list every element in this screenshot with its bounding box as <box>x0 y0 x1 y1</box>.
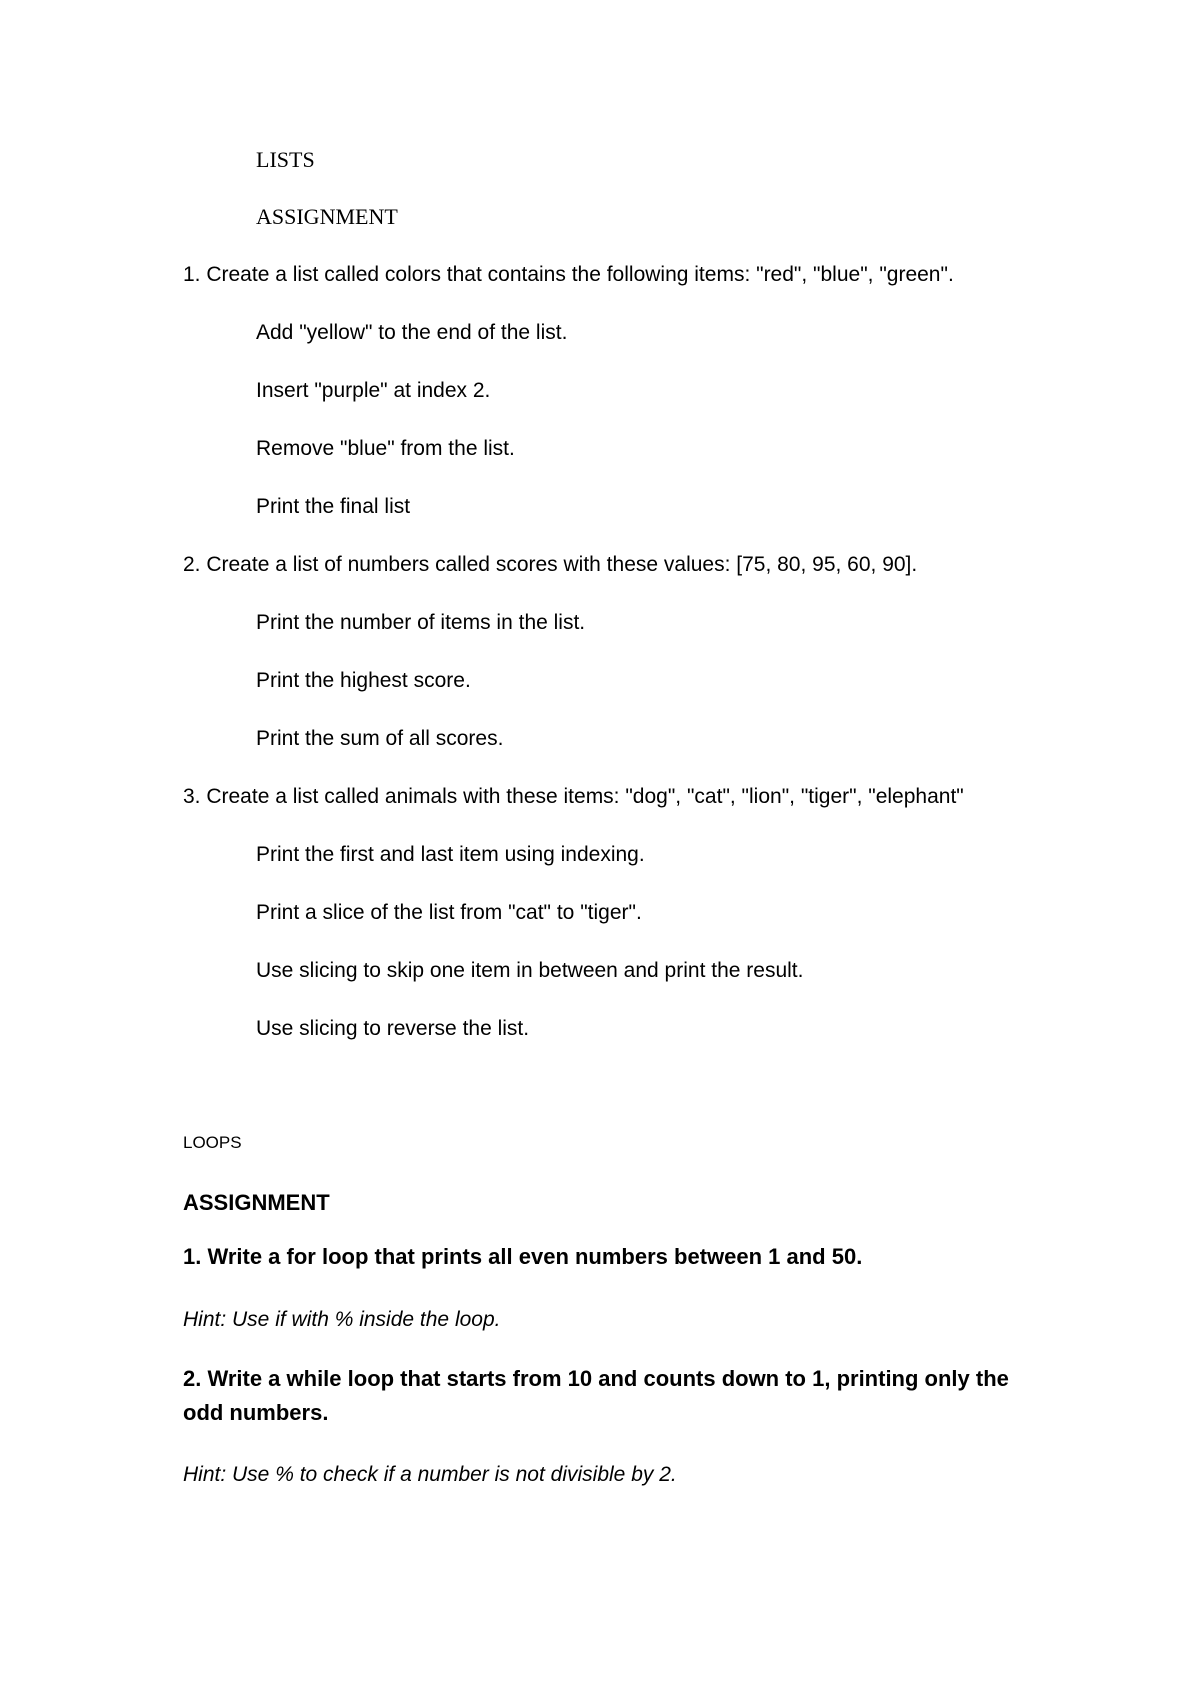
lists-q3-step: Print a slice of the list from "cat" to "tiger". <box>256 901 642 924</box>
lists-q1-step: Remove "blue" from the list. <box>256 437 515 460</box>
loops-hint-2: Hint: Use % to check if a number is not divisible by 2. <box>183 1463 677 1486</box>
loops-question-1: 1. Write a for loop that prints all even numbers between 1 and 50. <box>183 1244 863 1269</box>
lists-q1-step: Add "yellow" to the end of the list. <box>256 321 568 344</box>
loops-question-2: 2. Write a while loop that starts from 10 and counts down to 1, printing only the odd numbers. <box>183 1366 1009 1425</box>
lists-q3-step: Use slicing to skip one item in between and print the result. <box>256 959 804 982</box>
lists-q2-step: Print the number of items in the list. <box>256 611 586 634</box>
lists-q3-step: Print the first and last item using indexing. <box>256 843 645 866</box>
loops-assignment-heading: ASSIGNMENT <box>183 1190 330 1215</box>
lists-q1-step: Insert "purple" at index 2. <box>256 379 491 402</box>
lists-q1-step: Print the final list <box>256 495 411 518</box>
loops-hint-1: Hint: Use if with % inside the loop. <box>183 1308 501 1331</box>
lists-q2-step: Print the highest score. <box>256 669 471 692</box>
lists-heading: LISTS <box>256 147 315 172</box>
lists-question-3: 3. Create a list called animals with these items: "dog", "cat", "lion", "tiger", "elephant" <box>183 785 964 808</box>
lists-question-2: 2. Create a list of numbers called scores with these values: [75, 80, 95, 60, 90]. <box>183 553 918 576</box>
lists-q2-step: Print the sum of all scores. <box>256 727 504 750</box>
lists-question-1: 1. Create a list called colors that contains the following items: "red", "blue", "green". <box>183 263 954 286</box>
lists-q3-step: Use slicing to reverse the list. <box>256 1017 530 1040</box>
loops-heading: LOOPS <box>183 1133 242 1152</box>
lists-assignment-heading: ASSIGNMENT <box>256 204 398 229</box>
